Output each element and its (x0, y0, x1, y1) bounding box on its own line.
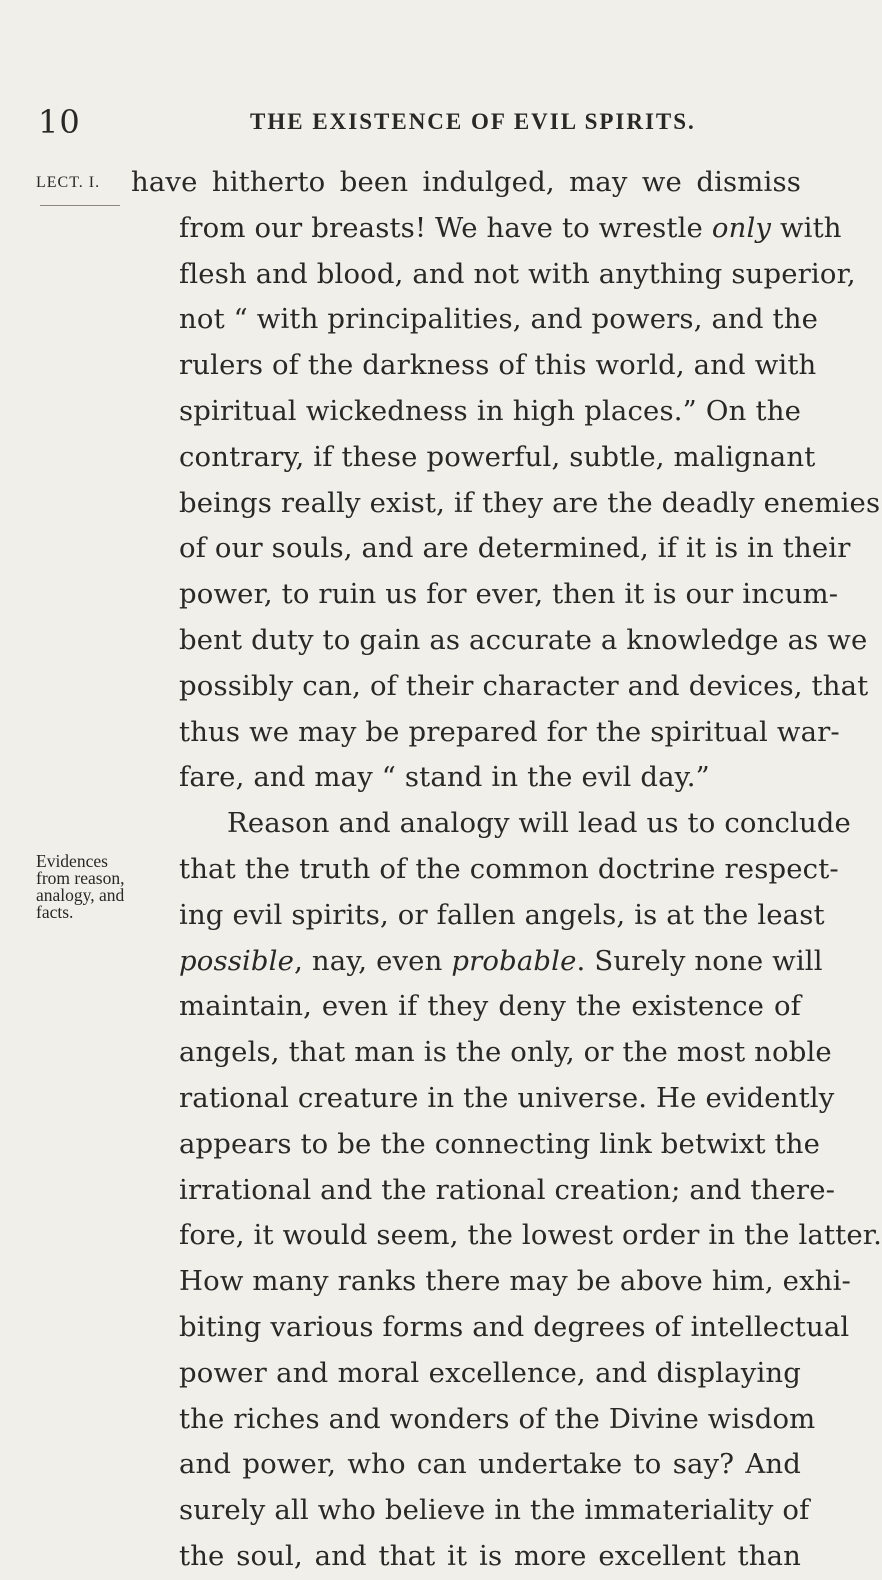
text-line: the soul, and that it is more excellent than (179, 1539, 801, 1572)
text-line: bent duty to gain as accurate a knowledge as we (179, 623, 868, 656)
text-segment: possible, nay, even probable. Surely none will (179, 944, 823, 977)
text-line: and power, who can undertake to say? And (179, 1448, 801, 1481)
text-line: appears to be the connecting link betwixt the (179, 1127, 821, 1160)
text-line: spiritual wickedness in high places.” On the (179, 394, 801, 427)
text-line: flesh and blood, and not with anything superior, (179, 257, 856, 290)
text-line: have hitherto been indulged, may we dismiss (131, 166, 801, 198)
text-line: fare, and may “ stand in the evil day.” (179, 761, 710, 794)
margin-note-line: from reason, (36, 868, 125, 888)
text-line: not “ with principalities, and powers, and the (179, 303, 819, 336)
text-line: surely all who believe in the immateriality of (179, 1494, 810, 1527)
text-line: fore, it would seem, the lowest order in the latter. (179, 1219, 882, 1252)
text-line: irrational and the rational creation; and there- (179, 1173, 836, 1206)
page-number: 10 (38, 103, 81, 141)
text-line: contrary, if these powerful, subtle, malignant (179, 440, 816, 473)
italic-word: possible (179, 944, 295, 977)
margin-note-line: facts. (36, 902, 74, 922)
lecture-label: LECT. I. (36, 174, 101, 191)
text-line: of our souls, and are determined, if it is in their (179, 532, 851, 565)
margin-note (36, 853, 146, 921)
text-line (131, 206, 842, 252)
text-line: biting various forms and degrees of intellectual (179, 1310, 850, 1343)
text-line: that the truth of the common doctrine respect- (179, 852, 839, 885)
text-segment: from our breasts! We have to wrestle only with (179, 211, 842, 244)
text-line: thus we may be prepared for the spiritual war- (179, 715, 840, 748)
margin-note-line: analogy, and (36, 885, 125, 905)
text-line: beings really exist, if they are the deadly enemies (179, 486, 881, 519)
text-line: rational creature in the universe. He evidently (179, 1081, 835, 1114)
text-line: Reason and analogy will lead us to conclude (227, 807, 851, 840)
text-line: power and moral excellence, and displaying (179, 1356, 801, 1389)
text-line (131, 939, 823, 985)
running-head: THE EXISTENCE OF EVIL SPIRITS. (250, 109, 696, 134)
italic-word: only (711, 211, 772, 244)
text-line: ing evil spirits, or fallen angels, is at the least (179, 898, 825, 931)
lecture-rule (40, 205, 120, 206)
text-line: rulers of the darkness of this world, and with (179, 349, 817, 382)
text-line: the riches and wonders of the Divine wisdom (179, 1402, 816, 1435)
text-line: How many ranks there may be above him, exhi- (179, 1265, 851, 1298)
text-line: maintain, even if they deny the existence of (179, 990, 801, 1023)
italic-word: probable (451, 944, 577, 977)
text-line: possibly can, of their character and devices, that (179, 669, 869, 702)
text-line: angels, that man is the only, or the most noble (179, 1036, 832, 1069)
margin-note-line: Evidences (36, 851, 108, 871)
text-line: power, to ruin us for ever, then it is our incum- (179, 578, 839, 611)
body-text (131, 160, 882, 1580)
